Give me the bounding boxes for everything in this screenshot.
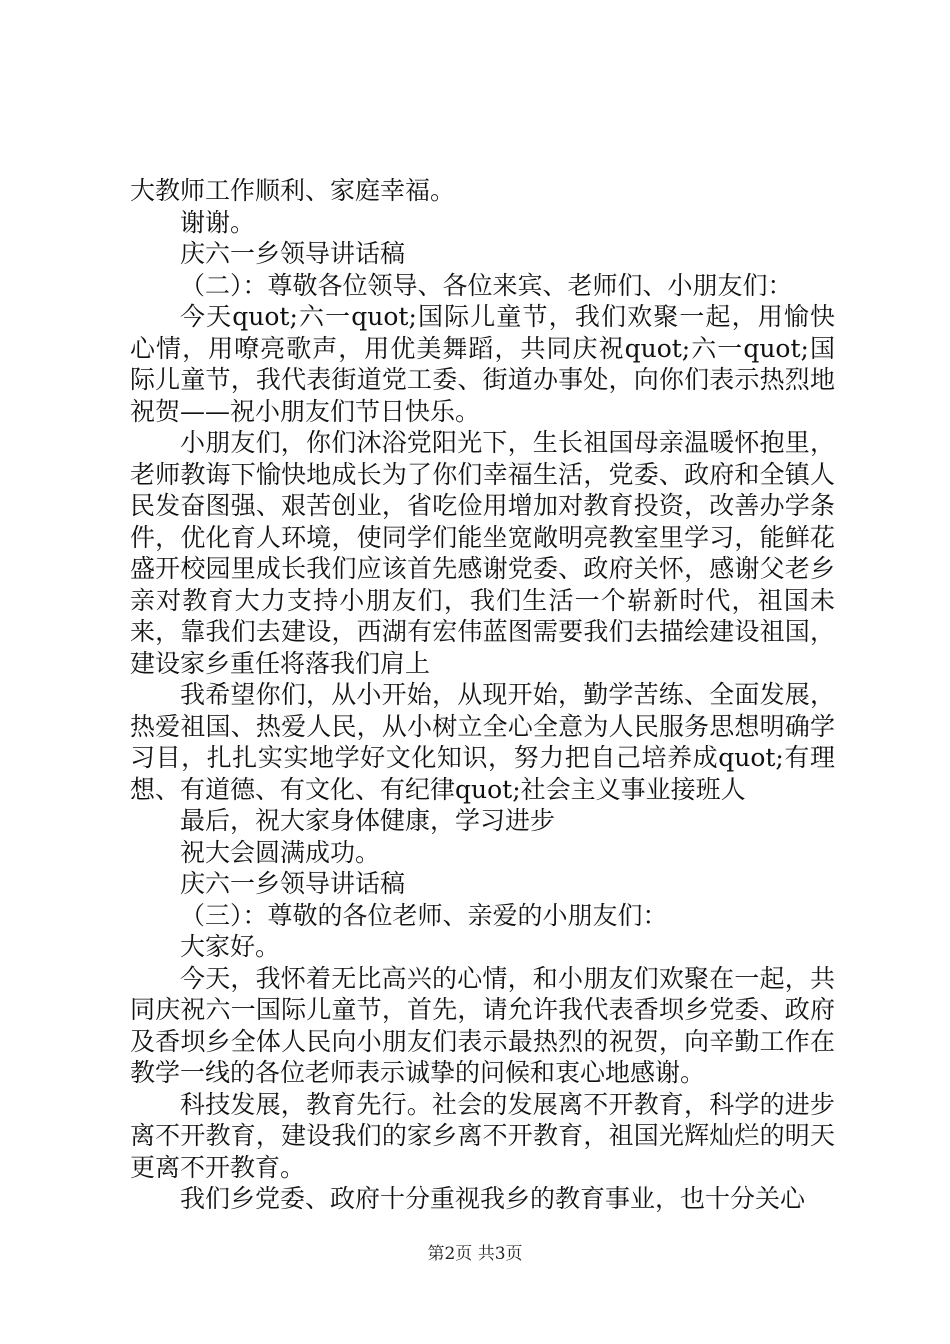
paragraph: 科技发展，教育先行。社会的发展离不开教育，科学的进步离不开教育，建设我们的家乡离不开教育，祖国光辉灿烂的明天更离不开教育。 — [130, 1089, 835, 1182]
salutation: （二）：尊敬各位领导、各位来宾、老师们、小朋友们： — [180, 270, 793, 300]
paragraph: 谢谢。 — [180, 207, 256, 237]
paragraph: 小朋友们，你们沐浴党阳光下，生长祖国母亲温暖怀抱里，老师教诲下愉快地成长为了你们幸福生活，党委、政府和全镇人民发奋图强、艰苦创业，省吃俭用增加对教育投资，改善办学条件，优化育人环境，使同学们能坐宽敞明亮教室里学习，能鲜花盛开校园里成长我们应该首先感谢党委、政府关怀，感谢父老乡亲对教育大力支持小朋友们，我们生活一个崭新时代，祖国未来，靠我们去建设，西湖有宏伟蓝图需要我们去描绘建设祖国，建设家乡重任将落我们肩上 — [130, 428, 835, 678]
section-heading: 庆六一乡领导讲话稿 — [180, 869, 406, 898]
salutation: （三）：尊敬的各位老师、亲爱的小朋友们： — [180, 900, 668, 930]
paragraph: 今天，我怀着无比高兴的心情，和小朋友们欢聚在一起，共同庆祝六一国际儿童节，首先，请允许我代表香坝乡党委、政府及香坝乡全体人民向小朋友们表示最热烈的祝贺，向辛勤工作在教学一线的各位老师表示诚挚的问候和衷心地感谢。 — [130, 963, 835, 1087]
paragraph: 最后，祝大家身体健康，学习进步 — [180, 806, 556, 835]
paragraph: 我们乡党委、政府十分重视我乡的教育事业，也十分关心 — [180, 1184, 806, 1213]
document-body — [130, 175, 835, 1215]
paragraph: 我希望你们，从小开始，从现开始，勤学苦练、全面发展，热爱祖国、热爱人民，从小树立全心全意为人民服务思想明确学习目，扎扎实实地学好文化知识，努力把自己培养成quot;有理想、有道德、有文化、有纪律quot;社会主义事业接班人 — [130, 680, 835, 804]
paragraph: 大家好。 — [180, 932, 281, 961]
page-number: 第2页 共3页 — [427, 1244, 523, 1264]
paragraph: 大教师工作顺利、家庭幸福。 — [130, 176, 456, 205]
paragraph: 祝大会圆满成功。 — [180, 837, 381, 867]
section-heading: 庆六一乡领导讲话稿 — [180, 239, 406, 268]
page-footer — [0, 1243, 950, 1265]
paragraph: 今天quot;六一quot;国际儿童节，我们欢聚一起，用愉快心情，用嘹亮歌声，用优美舞蹈，共同庆祝quot;六一quot;国际儿童节，我代表街道党工委、街道办事处，向你们表示热烈地祝贺——祝小朋友们节日快乐。 — [130, 302, 835, 426]
